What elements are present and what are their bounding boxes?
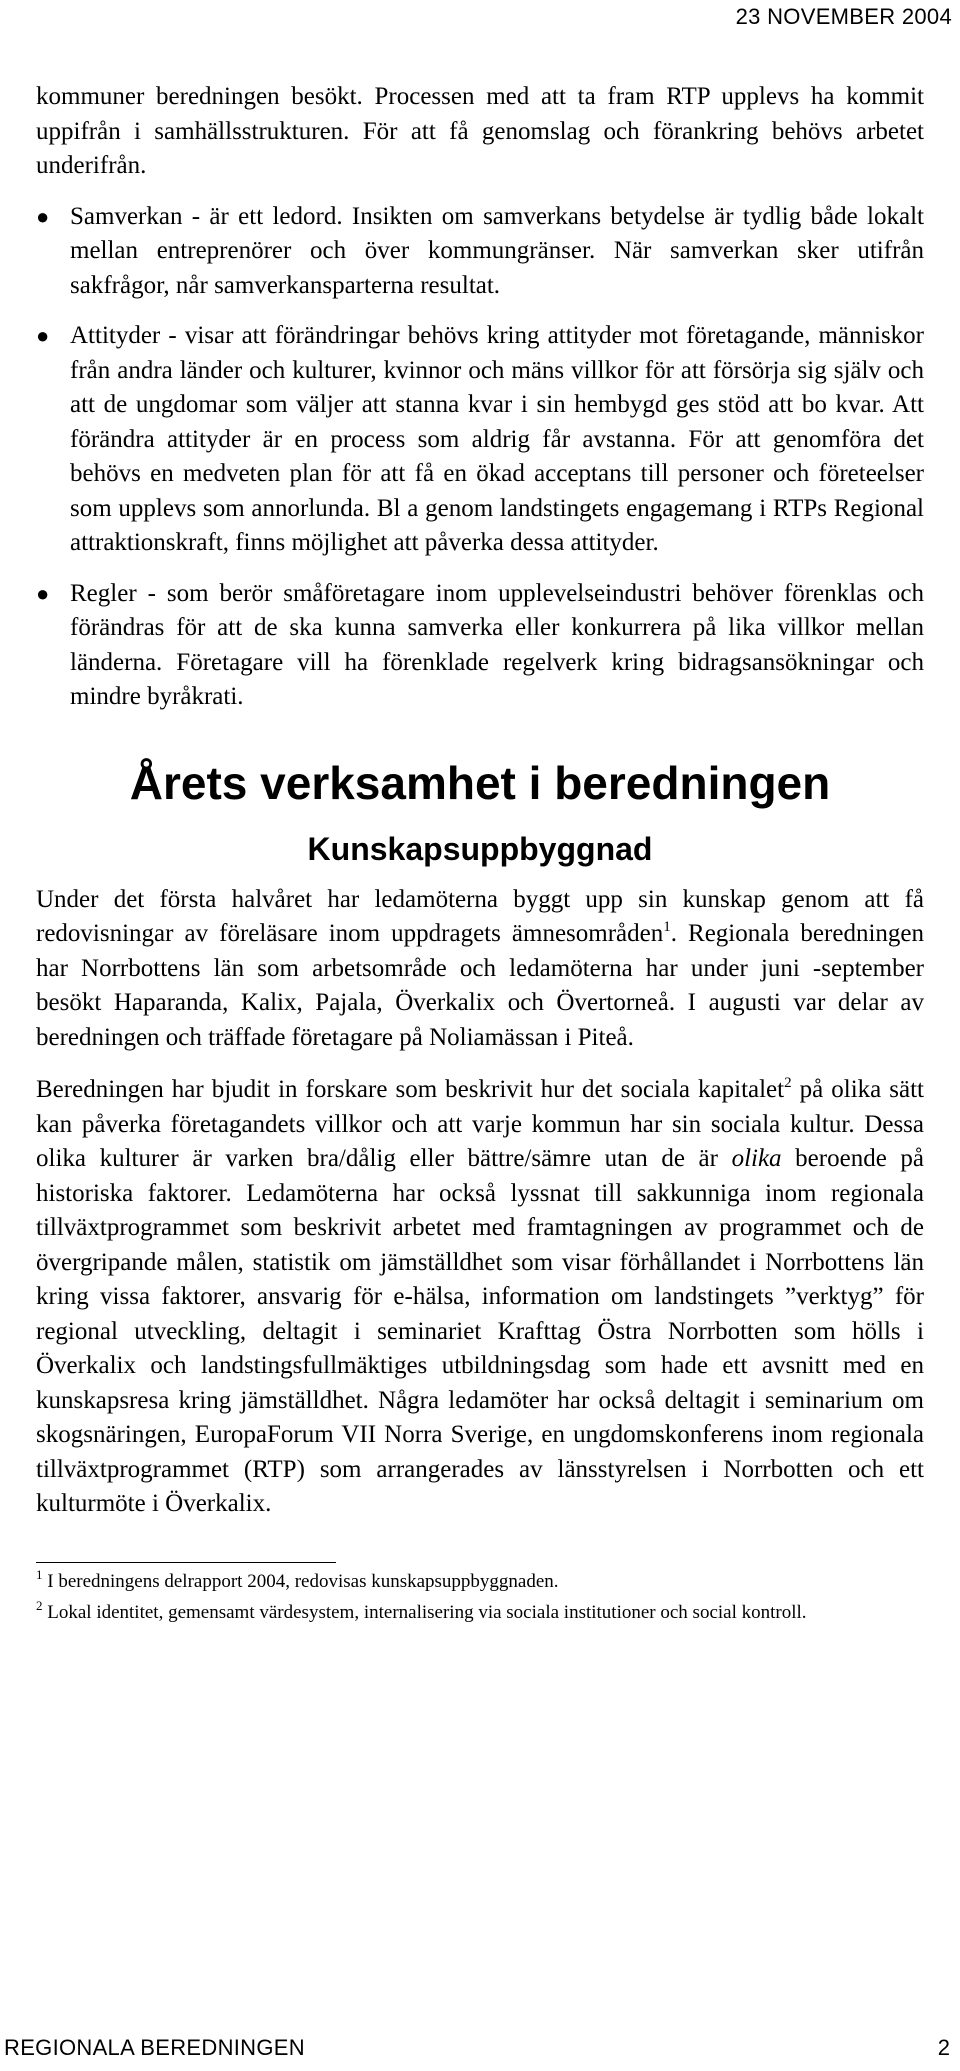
- paragraph-text: beroende på historiska faktorer. Ledamöterna har också lyssnat till sakkunniga inom regionala tillväxtprogrammet som beskrivit arbetet med framtagningen av programmet och de övergripande målen, statistik om jämställdhet som visar förhållandet i Norrbottens län kring vissa faktorer, ansvarig för e-hälsa, information om landstingets ”verktyg” för regional utveckling, deltagit i seminariet Krafttag Östra Norrbotten som hölls i Överkalix och landstingsfullmäktiges utbildningsdag som hade ett avsnitt med en kunskapsresa kring jämställdhet. Några ledamöter har också deltagit i seminarium om skogsnäringen, EuropaForum VII Norra Sverige, en ungdomskonferens inom regionala tillväxtprogrammet (RTP) som arrangerades av länsstyrelsen i Norrbotten och ett kulturmöte i Överkalix.: [36, 1145, 924, 1517]
- subsection-heading: Kunskapsuppbyggnad: [307, 830, 653, 867]
- footnote-ref-2[interactable]: 2: [784, 1075, 792, 1091]
- bullet-text: Samverkan - är ett ledord. Insikten om samverkans betydelse är tydlig både lokalt mellan entreprenörer och över kommungränser. När samverkan sker utifrån sakfrågor, når samverkansparterna resultat.: [70, 202, 924, 299]
- bullet-text: Regler - som berör småföretagare inom upplevelseindustri behöver förenklas och förändras för att de ska kunna samverka eller konkurrera på lika villkor mellan länderna. Företagare vill ha förenklade regelverk kring bidragsansökningar och mindre byråkrati.: [70, 579, 924, 710]
- bullet-icon: ●: [36, 580, 50, 606]
- footer-title: REGIONALA BEREDNINGEN: [4, 2035, 305, 2060]
- list-item: [36, 200, 924, 304]
- footnote-ref-1[interactable]: 1: [663, 919, 671, 935]
- footnotes: [36, 1566, 924, 1625]
- body-paragraph-1: [36, 883, 924, 1056]
- paragraph-text: Under det första halvåret har ledamöterna byggt upp sin kunskap genom att få redovisningar av föreläsare inom uppdragets ämnesområden: [36, 885, 924, 947]
- paragraph-text: . Regionala beredningen har Norrbottens län som arbetsområde och ledamöterna har under juni -september besökt Haparanda, Kalix, Pajala, Överkalix och Övertorneå. I augusti var delar av beredningen och träffade företagare på Noliamässan i Piteå.: [36, 920, 924, 1051]
- page-content: [36, 80, 924, 1625]
- footnote: [36, 1566, 924, 1594]
- bullet-list: [36, 200, 924, 715]
- bullet-icon: ●: [36, 323, 50, 348]
- footnote-text: I beredningens delrapport 2004, redovisas kunskapsuppbyggnaden.: [42, 1570, 559, 1592]
- list-item: [36, 319, 924, 561]
- footnote: [36, 1597, 924, 1625]
- body-paragraph-2: [36, 1073, 924, 1522]
- footnote-number: 2: [36, 1597, 43, 1613]
- page-header-date: 23 NOVEMBER 2004: [735, 4, 952, 29]
- bullet-icon: ●: [36, 203, 50, 229]
- paragraph-text: Beredningen har bjudit in forskare som beskrivit hur det sociala kapitalet: [36, 1076, 785, 1103]
- page-number: 2: [937, 2035, 950, 2060]
- footnote-text: Lokal identitet, gemensamt värdesystem, internalisering via sociala institutioner och social kontroll.: [42, 1601, 807, 1623]
- paragraph-text: på olika sätt kan påverka företagandets villkor och att varje kommun har sin sociala kultur. Dessa olika kulturer är varken bra/dålig eller bättre/sämre utan de är: [36, 1076, 924, 1172]
- bullet-text: Attityder - visar att förändringar behövs kring attityder mot företagande, människor från andra länder och kulturer, kvinnor och mäns villkor för att försörja sig själv och att de ungdomar som väljer att stanna kvar i sin hembygd ges stöd att bo kvar. Att förändra attityder är en process som aldrig får avstanna. För att genomföra det behövs en medveten plan för att få en ökad acceptans till personer och företeelser som upplevs som annorlunda. Bl a genom landstingets engagemang i RTPs Regional attraktionskraft, finns möjlighet att påverka dessa attityder.: [70, 322, 924, 556]
- emphasis-text: olika: [731, 1145, 782, 1172]
- footnote-number: 1: [36, 1566, 43, 1582]
- footnote-divider: [36, 1562, 336, 1563]
- intro-continuation: kommuner beredningen besökt. Processen med att ta fram RTP upplevs ha kommit uppifrån i samhällsstrukturen. För att få genomslag och förankring behövs arbetet underifrån.: [36, 83, 924, 179]
- list-item: [36, 577, 924, 715]
- section-heading: Årets verksamhet i beredningen: [129, 756, 831, 809]
